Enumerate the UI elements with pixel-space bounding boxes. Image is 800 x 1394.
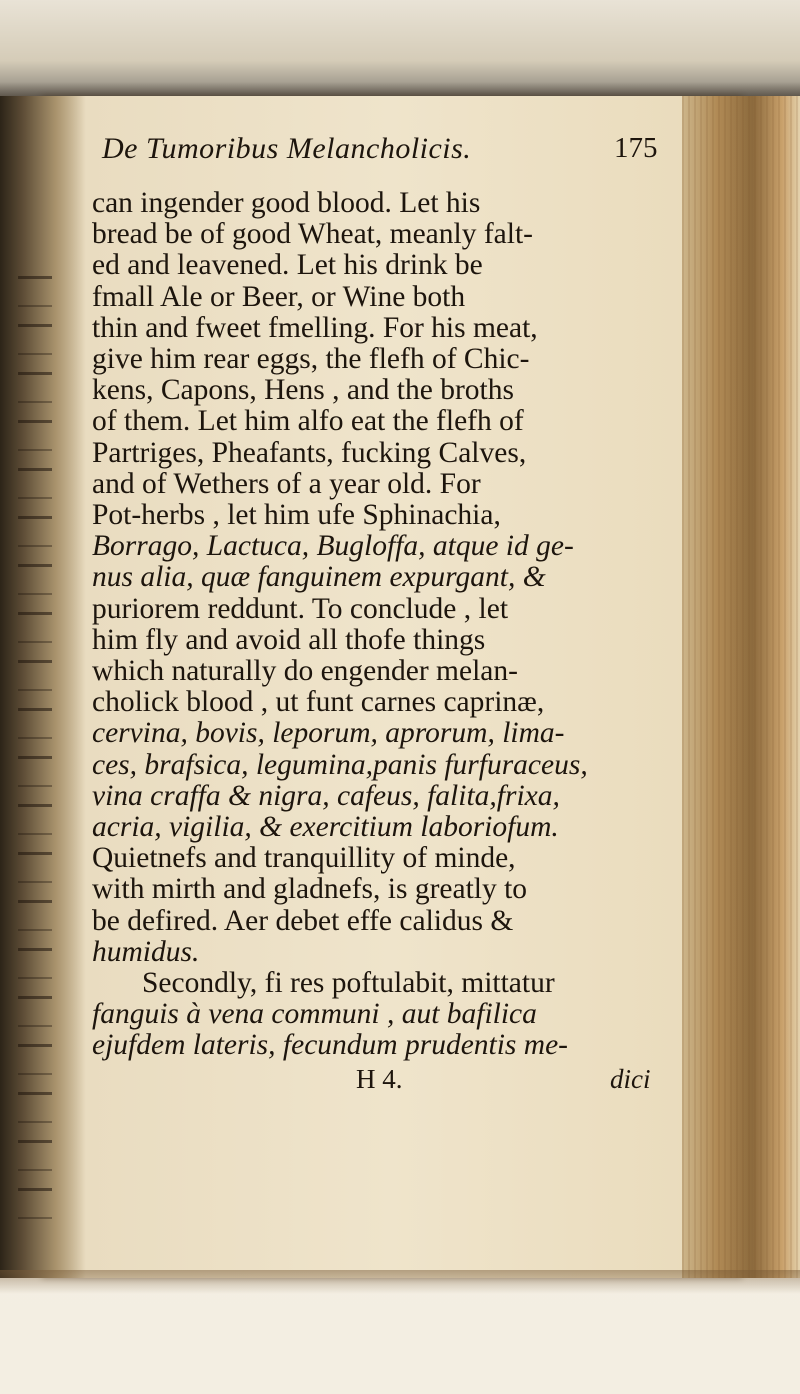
text-line: of them. Let him alfo eat the flefh of: [92, 405, 524, 438]
text-line: kens, Capons, Hens , and the broths: [92, 374, 514, 407]
text-line-latin: acria, vigilia, & exercitium laboriofum.: [92, 811, 559, 844]
text-line: can ingender good blood. Let his: [92, 187, 481, 219]
text-line: Partriges, Pheafants, fucking Calves,: [92, 436, 527, 469]
book-top-edge: [0, 0, 800, 110]
text-line: thin and fweet fmelling. For his meat,: [92, 311, 538, 344]
text-line: puriorem reddunt. To conclude , let: [92, 592, 509, 625]
text-line: and of Wethers of a year old. For: [92, 467, 481, 500]
text-line: which naturally do engender melan-: [92, 655, 518, 688]
text-line: ed and leavened. Let his drink be: [92, 249, 483, 282]
page-number: 175: [614, 132, 658, 164]
signature-mark: H 4.: [356, 1063, 403, 1094]
page-bottom-shadow: [0, 1270, 800, 1294]
page-footer: [92, 1064, 682, 1098]
text-line-latin: ces, brafsica, legumina,panis furfuraceus,: [92, 748, 588, 781]
text-line-latin: nus alia, quæ fanguinem expurgant, &: [92, 561, 546, 594]
text-line-latin: humidus.: [92, 935, 200, 968]
text-line: with mirth and gladnefs, is greatly to: [92, 873, 528, 906]
text-line: Quietnefs and tranquillity of minde,: [92, 842, 516, 875]
text-line: fmall Ale or Beer, or Wine both: [92, 280, 466, 313]
text-line-latin: vina craffa & nigra, cafeus, falita,frixa,: [92, 779, 560, 812]
body-text: [92, 188, 682, 1062]
running-head: [92, 132, 682, 178]
text-line: bread be of good Wheat, meanly falt-: [92, 218, 533, 251]
running-title: De Tumoribus Melancholicis.: [102, 132, 472, 165]
text-line-latin: cervina, bovis, leporum, aprorum, lima-: [92, 717, 565, 750]
text-line: give him rear eggs, the flefh of Chic-: [92, 343, 530, 376]
text-line: him fly and avoid all thofe things: [92, 623, 486, 656]
text-line: Pot-herbs , let him ufe Sphinachia,: [92, 499, 501, 532]
text-line: be defired. Aer debet effe calidus &: [92, 904, 514, 937]
catchword: dici: [610, 1063, 651, 1094]
text-line: cholick blood , ut funt carnes caprinæ,: [92, 686, 545, 719]
book-fore-edge: [682, 96, 800, 1278]
text-line-latin: Borrago, Lactuca, Bugloffa, atque id ge-: [92, 530, 574, 563]
gutter-text-fragments: [18, 276, 52, 1136]
text-line: Secondly, fi res poftulabit, mittatur: [142, 967, 555, 1000]
page-text: [92, 132, 682, 1098]
text-line-latin: fanguis à vena communi , aut bafilica: [92, 998, 537, 1031]
text-line-latin: ejufdem lateris, fecundum prudentis me-: [92, 1029, 569, 1062]
book-gutter: [0, 96, 86, 1278]
